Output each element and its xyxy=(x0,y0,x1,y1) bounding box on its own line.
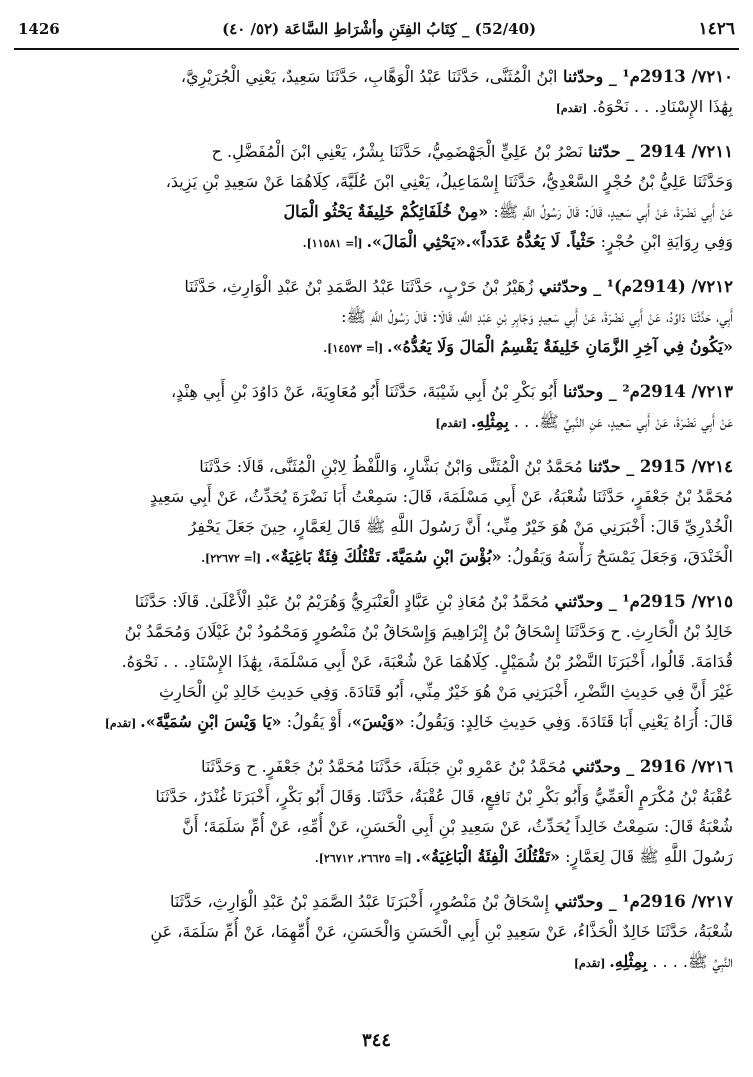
prophetic-saying: «يَكُونُ فِي آخِرِ الزَّمَانِ خَلِيفَةٌ يَقْسِمُ الْمَالَ وَلَا يَعُدُّهُ». xyxy=(387,337,733,356)
text-line xyxy=(20,167,733,197)
text-line xyxy=(20,482,733,512)
line-text: رَسُولَ اللَّهِ ﷺ قَالَ لِعَمَّارٍ: xyxy=(560,847,733,866)
narration-keyword: _ وحدّثني xyxy=(566,757,640,776)
line-text: قُدَامَةَ. قَالُوا، أَخْبَرَنَا النَّضْرُ بْنُ شُمَيْلٍ. كِلَاهُمَا عَنْ شُعْبَةَ، عَنْ أَبِي مَسْلَمَةَ، بِهَٰذَا الإِسْنَادِ. . . نَحْوَهُ. xyxy=(121,652,733,671)
cross-reference: [تقدم] xyxy=(104,717,141,730)
prophetic-saying: «بُؤْسَ ابْنِ سُمَيَّةَ. تَقْتُلُكَ فِئَةٌ بَاغِيَةٌ». xyxy=(264,547,502,566)
line-text: شُعْبَةُ، حَدَّثَنَا خَالِدٌ الْحَذَّاءُ، عَنْ سَعِيدِ بْنِ أَبِي الْحَسَنِ وَالْحَسَنِ، عَنْ أُمِّهِمَا، عَنْ أُمِّ سَلَمَةَ، عَنِ xyxy=(150,922,733,941)
line-text: وَفِي رِوَايَةِ ابْنِ حُجْرٍ: xyxy=(595,232,733,251)
line-text: مُحَمَّدُ بْنُ الْمُثَنَّى وَابْنُ بَشَّارٍ، وَاللَّفْظُ لِابْنِ الْمُثَنَّى، قَالَا: حَدَّثَنَا xyxy=(199,457,583,476)
page-number-latin: 1426 xyxy=(18,20,60,38)
header-rule xyxy=(14,48,739,50)
text-line xyxy=(20,272,733,302)
text-line xyxy=(20,197,733,227)
narration-keyword: _ وحدّثني xyxy=(549,892,623,911)
running-title: (52/40) _ كِتَابُ الفِتَنِ وأشْرَاطِ السَّاعَة (٥٢/ ٤٠) xyxy=(222,20,537,38)
narration-keyword: _ وحدّثني xyxy=(533,277,607,296)
hadith-entry xyxy=(20,272,733,364)
line-text: مُحَمَّدُ بْنُ جَعْفَرٍ، حَدَّثَنَا شُعْبَةُ، عَنْ أَبِي مَسْلَمَةَ، قَالَ: سَمِعْتُ أَبَا نَضْرَةَ يُحَدِّثُ، عَنْ أَبِي سَعِيدٍ xyxy=(149,487,733,506)
line-text: شُعْبَةُ قَالَ: سَمِعْتُ خَالِداً يُحَدِّثُ، عَنْ سَعِيدِ بْنِ أَبِي الْحَسَنِ، عَنْ أُمِّهِ، عَنْ أُمِّ سَلَمَةَ؛ أَنَّ xyxy=(182,817,733,836)
cross-reference: [أ= ١١٥٨١]. xyxy=(302,237,367,250)
prophetic-saying: بِمِثْلِهِ. xyxy=(470,412,509,431)
text-line xyxy=(20,887,733,917)
prophetic-saying: حَثْياً. لَا يَعُدُّهُ عَدَداً». xyxy=(465,232,596,251)
line-text: الْخَنْدَقَ، وَجَعَلَ يَمْسَحُ رَأْسَهُ وَيَقُولُ: xyxy=(501,547,733,566)
page-header xyxy=(18,14,735,44)
text-line xyxy=(20,407,733,439)
line-text: مُحَمَّدُ بْنُ مُعَاذِ بْنِ عَبَّادٍ الْعَنْبَرِيُّ وَهُرَيْمُ بْنُ عَبْدِ الْأَعْلَىٰ. قَالَا: حَدَّثَنَا xyxy=(134,592,550,611)
line-text: ، أَوْ يَقُولُ: xyxy=(281,712,352,731)
prophetic-saying: «يَحْثِي الْمَالَ». xyxy=(366,232,466,251)
text-line xyxy=(20,137,733,167)
page-number-arabic: ١٤٢٦ xyxy=(698,19,735,39)
text-line xyxy=(20,782,733,812)
line-text: زُهَيْرُ بْنُ حَرْبٍ، حَدَّثَنَا عَبْدُ الصَّمَدِ بْنُ عَبْدِ الْوَارِثِ، حَدَّثَنَا xyxy=(184,277,534,296)
hadith-number: ٧٢١٤/ 2915 xyxy=(639,457,733,476)
line-text: غَيْرَ أَنَّ فِي حَدِيثِ النَّضْرِ، أَخْبَرَنِي مَنْ هُوَ خَيْرٌ مِنِّي، أَبُو قَتَادَةَ. وَفِي حَدِيثِ خَالِدِ بْنِ الْحَارِثِ xyxy=(159,682,733,701)
prophetic-saying: «وَيْسَ» xyxy=(351,712,405,731)
narration-keyword: _ وحدّثنا xyxy=(557,67,623,86)
hadith-entry xyxy=(20,587,733,739)
line-text: ابْنُ الْمُثَنَّى، حَدَّثَنَا عَبْدُ الْوَهَّابِ، حَدَّثَنَا سَعِيدٌ، يَعْنِي الْجُرَيْرِيَّ، xyxy=(180,67,558,86)
cross-reference: [تقدم] xyxy=(435,417,471,430)
text-line xyxy=(20,917,733,947)
text-line xyxy=(20,647,733,677)
text-line xyxy=(20,332,733,364)
text-line xyxy=(20,302,733,332)
text-line xyxy=(20,587,733,617)
text-line xyxy=(20,227,733,259)
prophetic-saying: «يَا وَيْسَ ابْنِ سُمَيَّةَ». xyxy=(140,712,282,731)
line-text: النَّبِيِّ ﷺ. . . . xyxy=(647,952,733,971)
text-line xyxy=(20,617,733,647)
hadith-number: ٧٢١٧/ 2916م¹ xyxy=(622,892,733,911)
line-text: عَنْ أَبِي نَضْرَةَ، عَنْ أَبِي سَعِيدٍ، قَالَ: قَالَ رَسُولُ اللَّهِ ﷺ: xyxy=(488,202,733,221)
text-line xyxy=(20,947,733,979)
line-text: بِهَٰذَا الإِسْنَادِ. . . نَحْوَهُ. xyxy=(587,97,733,116)
line-text: عَنْ أَبِي نَضْرَةَ، عَنْ أَبِي سَعِيدٍ، عَنِ النَّبِيِّ ﷺ. . . xyxy=(508,412,733,431)
prophetic-saying: «مِنْ خُلَفَائِكُمْ خَلِيفَةٌ يَحْثُو الْمَالَ xyxy=(283,202,489,221)
hadith-number: ٧٢١٠/ 2913م¹ xyxy=(622,67,733,86)
line-text: قَالَ: أُرَاهُ يَعْنِي أَبَا قَتَادَةَ. وَفِي حَدِيثِ خَالِدٍ: وَيَقُولُ: xyxy=(404,712,733,731)
hadith-number: ٧٢١٢/ (2914م)¹ xyxy=(606,277,733,296)
line-text: الْخُدْرِيِّ قَالَ: أَخْبَرَنِي مَنْ هُوَ خَيْرٌ مِنِّي؛ أَنَّ رَسُولَ اللَّهِ ﷺ قَالَ لِعَمَّارٍ، حِينَ جَعَلَ يَحْفِرُ xyxy=(188,517,733,536)
line-text: وَحَدَّثَنَا عَلِيُّ بْنُ حُجْرٍ السَّعْدِيُّ، حَدَّثَنَا إِسْمَاعِيلُ، يَعْنِي ابْنَ عُلَيَّةَ، كِلَاهُمَا عَنْ سَعِيدِ بْنِ يَزِيدَ، xyxy=(165,172,733,191)
text-line xyxy=(20,752,733,782)
hadith-entry xyxy=(20,887,733,979)
hadith-entry xyxy=(20,137,733,259)
text-line xyxy=(20,542,733,574)
hadith-entry xyxy=(20,377,733,439)
text-line xyxy=(20,92,733,124)
text-line xyxy=(20,452,733,482)
hadith-entry xyxy=(20,452,733,574)
cross-reference: [أ= ١٤٥٧٣]. xyxy=(323,342,388,355)
line-text: خَالِدُ بْنُ الْحَارِثِ. ح وَحَدَّثَنَا إِسْحَاقُ بْنُ إِبْرَاهِيمَ وَإِسْحَاقُ بْنُ مَنْصُورٍ وَمَحْمُودُ بْنُ غَيْلَانَ وَمُحَمَّدُ بْنُ xyxy=(124,622,733,641)
line-text: أَبِي، حَدَّثَنَا دَاوُدُ، عَنْ أَبِي نَضْرَةَ، عَنْ أَبِي سَعِيدٍ وَجَابِرِ بْنِ عَبْدِ اللَّهِ، قَالَا: قَالَ رَسُولُ اللَّهِ ﷺ: xyxy=(341,307,733,326)
hadith-entry xyxy=(20,62,733,124)
narration-keyword: _ وحدّثنا xyxy=(557,382,623,401)
hadith-number: ٧٢١٥/ 2915م¹ xyxy=(622,592,733,611)
text-line xyxy=(20,512,733,542)
line-text: نَصْرُ بْنُ عَلِيٍّ الْجَهْضَمِيُّ، حَدَّثَنَا بِشْرٌ، يَعْنِي ابْنَ الْمُفَضَّلِ. ح xyxy=(211,142,583,161)
hadith-text-body xyxy=(20,62,733,992)
cross-reference: [أ= ٢٢٦٧٢]. xyxy=(201,552,265,565)
cross-reference: [تقدم] xyxy=(555,102,588,115)
line-text: مُحَمَّدُ بْنُ عَمْرِو بْنِ جَبَلَةَ، حَدَّثَنَا مُحَمَّدُ بْنُ جَعْفَرٍ. ح وَحَدَّثَنَا xyxy=(200,757,567,776)
line-text: أَبُو بَكْرِ بْنُ أَبِي شَيْبَةَ، حَدَّثَنَا أَبُو مُعَاوِيَةَ، عَنْ دَاوُدَ بْنِ أَبِي هِنْدٍ، xyxy=(170,382,558,401)
hadith-number: ٧٢١٣/ 2914م² xyxy=(622,382,733,401)
hadith-entry xyxy=(20,752,733,874)
text-line xyxy=(20,62,733,92)
hadith-number: ٧٢١٦/ 2916 xyxy=(639,757,733,776)
narration-keyword: _ وحدّثني xyxy=(549,592,623,611)
line-text: إِسْحَاقُ بْنُ مَنْصُورٍ، أَخْبَرَنَا عَبْدُ الصَّمَدِ بْنُ عَبْدِ الْوَارِثِ، حَدَّثَنَا xyxy=(169,892,550,911)
prophetic-saying: بِمِثْلِهِ. xyxy=(609,952,648,971)
page-footer-number: ٣٤٤ xyxy=(361,1030,391,1051)
hadith-number: ٧٢١١/ 2914 xyxy=(639,142,733,161)
prophetic-saying: «تَقْتُلُكَ الْفِئَةُ الْبَاغِيَةُ». xyxy=(415,847,561,866)
text-line xyxy=(20,842,733,874)
cross-reference: [أ= ٢٦٦٢٥، ٢٦٧١٢]. xyxy=(314,852,416,865)
text-line xyxy=(20,812,733,842)
line-text: عُقْبَةُ بْنُ مُكْرَمٍ الْعَمِّيُّ وَأَبُو بَكْرِ بْنُ نَافِعٍ، قَالَ عُقْبَةُ، حَدَّثَنَا. وَقَالَ أَبُو بَكْرٍ، أَخْبَرَنَا غُنْدَرٌ، حَدَّثَنَا xyxy=(155,787,733,806)
text-line xyxy=(20,707,733,739)
text-line xyxy=(20,677,733,707)
narration-keyword: _ حدّثنا xyxy=(582,142,640,161)
cross-reference: [تقدم] xyxy=(573,957,610,970)
text-line xyxy=(20,377,733,407)
narration-keyword: _ حدّثنا xyxy=(582,457,640,476)
